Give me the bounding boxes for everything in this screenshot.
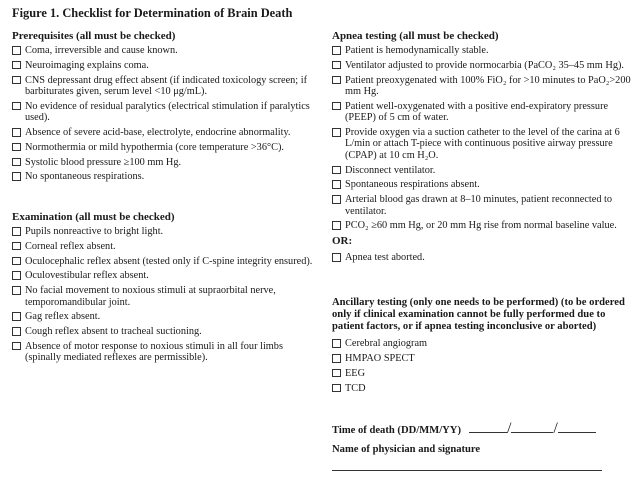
checkbox[interactable] (332, 76, 341, 85)
checkbox[interactable] (12, 242, 21, 251)
checklist-item: EEG (332, 368, 632, 379)
time-of-death-label: Time of death (DD/MM/YY) (332, 425, 461, 436)
checkbox[interactable] (332, 195, 341, 204)
checklist-item: Absence of severe acid-base, electrolyte, endocrine abnormality. (12, 127, 317, 138)
checkbox[interactable] (12, 227, 21, 236)
checkbox[interactable] (12, 327, 21, 336)
checklist-item: Arterial blood gas drawn at 8–10 minutes, patient reconnected to ventilator. (332, 194, 632, 217)
prerequisites-list (12, 45, 317, 183)
checklist-item: Corneal reflex absent. (12, 241, 317, 252)
checklist-item: Cough reflex absent to tracheal suctioning. (12, 326, 317, 337)
checkbox[interactable] (12, 286, 21, 295)
checklist-item: Oculovestibular reflex absent. (12, 270, 317, 281)
checklist-item: Patient is hemodynamically stable. (332, 45, 632, 56)
physician-row (332, 444, 632, 455)
checklist-item: Pupils nonreactive to bright light. (12, 226, 317, 237)
checkbox[interactable] (12, 342, 21, 351)
prerequisites-section (12, 30, 317, 186)
checkbox[interactable] (332, 128, 341, 137)
checklist-item: No evidence of residual paralytics (electrical stimulation if paralytics used). (12, 101, 317, 124)
prerequisites-heading: Prerequisites (all must be checked) (12, 30, 176, 42)
apnea-list (332, 45, 632, 232)
checklist-item: CNS depressant drug effect absent (if indicated toxicology screen; if barbiturates given, serum level <10 μg/mL). (12, 75, 317, 98)
checkbox[interactable] (12, 128, 21, 137)
year-field[interactable] (558, 423, 596, 433)
checklist-item: Apnea test aborted. (332, 252, 632, 263)
checkbox[interactable] (12, 257, 21, 266)
examination-section (12, 211, 317, 367)
checkbox[interactable] (12, 46, 21, 55)
examination-heading: Examination (all must be checked) (12, 211, 175, 223)
checkbox[interactable] (332, 339, 341, 348)
checkbox[interactable] (12, 76, 21, 85)
or-label: OR: (332, 235, 353, 248)
apnea-heading: Apnea testing (all must be checked) (332, 30, 499, 42)
checklist-item: HMPAO SPECT (332, 353, 632, 364)
checklist-item: Ventilator adjusted to provide normocarbia (PaCO₂ 35–45 mm Hg). (332, 60, 632, 71)
checklist-item: Spontaneous respirations absent. (332, 179, 632, 190)
ancillary-list (332, 338, 632, 394)
physician-label: Name of physician and signature (332, 444, 481, 455)
checkbox[interactable] (332, 180, 341, 189)
checkbox[interactable] (12, 312, 21, 321)
checklist-item: Disconnect ventilator. (332, 165, 632, 176)
checklist-item: No facial movement to noxious stimuli at supraorbital nerve, temporomandibular joint. (12, 285, 317, 308)
checkbox[interactable] (332, 166, 341, 175)
checklist-item: Cerebral angiogram (332, 338, 632, 349)
signature-field[interactable] (332, 470, 602, 471)
day-field[interactable] (469, 423, 507, 433)
checkbox[interactable] (332, 384, 341, 393)
month-field[interactable] (511, 423, 553, 433)
checkbox[interactable] (332, 102, 341, 111)
checklist-item: TCD (332, 383, 632, 394)
apnea-aborted-list (332, 252, 632, 263)
checkbox[interactable] (12, 172, 21, 181)
checklist-item: Absence of motor response to noxious stimuli in all four limbs (spinally mediated reflexes are permissible). (12, 341, 317, 364)
examination-list (12, 226, 317, 364)
checklist-item: Gag reflex absent. (12, 311, 317, 322)
checkbox[interactable] (12, 143, 21, 152)
apnea-section (332, 30, 632, 267)
checklist-item: Patient preoxygenated with 100% FiO₂ for >10 minutes to PaO₂>200 mm Hg. (332, 75, 632, 98)
checklist-item: Coma, irreversible and cause known. (12, 45, 317, 56)
ancillary-heading: Ancillary testing (only one needs to be performed) (to be ordered only if clinical examination cannot be fully performed due to patient factors, or if apnea testing inconclusive or aborted) (332, 297, 625, 332)
checkbox[interactable] (332, 253, 341, 262)
checklist-item: Systolic blood pressure ≥100 mm Hg. (12, 157, 317, 168)
checkbox[interactable] (332, 221, 341, 230)
time-of-death-row: Time of death (DD/MM/YY) / / (332, 420, 632, 438)
checkbox[interactable] (332, 369, 341, 378)
checkbox[interactable] (12, 158, 21, 167)
checklist-item: PCO₂ ≥60 mm Hg, or 20 mm Hg rise from normal baseline value. (332, 220, 632, 231)
checklist-item: No spontaneous respirations. (12, 171, 317, 182)
checkbox[interactable] (332, 61, 341, 70)
checkbox[interactable] (12, 61, 21, 70)
checklist-item: Neuroimaging explains coma. (12, 60, 317, 71)
checkbox[interactable] (12, 102, 21, 111)
checklist-item: Provide oxygen via a suction catheter to the level of the carina at 6 L/min or attach T-piece with continuous positive airway pressure (CPAP) at 10 cm H₂O. (332, 127, 632, 161)
checklist-item: Oculocephalic reflex absent (tested only if C-spine integrity ensured). (12, 256, 317, 267)
checklist-item: Normothermia or mild hypothermia (core temperature >36°C). (12, 142, 317, 153)
checkbox[interactable] (332, 354, 341, 363)
checkbox[interactable] (332, 46, 341, 55)
checklist-item: Patient well-oxygenated with a positive end-expiratory pressure (PEEP) of 5 cm of water. (332, 101, 632, 124)
ancillary-section (332, 297, 632, 398)
checkbox[interactable] (12, 271, 21, 280)
page-title: Figure 1. Checklist for Determination of Brain Death (12, 6, 293, 20)
